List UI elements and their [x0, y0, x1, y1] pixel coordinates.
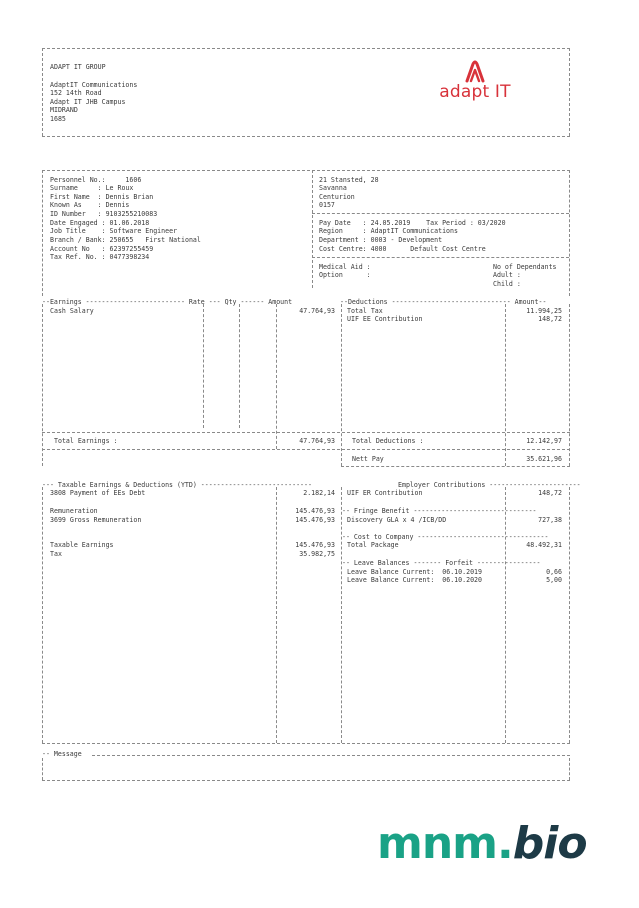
- details-right-rule: [569, 170, 570, 296]
- account-number: Account No : 62397255459: [50, 245, 154, 253]
- earn-amount-rule: [276, 304, 277, 449]
- nett-pay-amount: 35.621,96: [526, 455, 562, 463]
- residence-line: 21 Stansted, 28: [319, 176, 379, 184]
- employer-header: Employer Contributions -----------------------: [398, 481, 581, 489]
- total-deductions-amount: 12.142,97: [526, 437, 562, 445]
- medical-top-rule: [312, 257, 569, 258]
- header-right-rule: [569, 48, 570, 136]
- ytd-header: --- Taxable Earnings & Deductions (YTD) ----------------------------: [42, 481, 312, 489]
- no-of-dependants: No of Dependants: [493, 263, 557, 271]
- id-number: ID Number : 9103255210083: [50, 210, 158, 218]
- ytd-bottom-rule: [42, 743, 570, 744]
- total-earnings-label: Total Earnings :: [54, 437, 118, 445]
- department: Department : 0003 - Development: [319, 236, 443, 244]
- earnings-header: --Earnings ------------------------- Rate --- Qty ------ Amount: [42, 298, 293, 306]
- deduction-amount: 148,72: [538, 315, 562, 323]
- dependants-child: Child :: [493, 280, 521, 288]
- message-header-rule: [92, 755, 570, 756]
- uif-er-amount: 148,72: [538, 489, 562, 497]
- adapt-it-logo-icon: [430, 60, 520, 84]
- branch-bank: Branch / Bank: 250655 First National: [50, 236, 201, 244]
- company-name: AdaptIT Communications: [50, 81, 138, 89]
- earn-left-rule: [42, 304, 43, 466]
- earning-amount: 47.764,93: [299, 307, 335, 315]
- details-left-rule: [42, 170, 43, 296]
- ytd-row-amount: 145.476,93: [295, 507, 335, 515]
- fringe-benefit-header: -- Fringe Benefit -------------------------------: [342, 507, 537, 515]
- residence-line: Savanna: [319, 184, 347, 192]
- message-right-rule: [569, 758, 570, 780]
- totals-top-rule: [42, 432, 570, 433]
- company-group: ADAPT IT GROUP: [50, 63, 106, 71]
- emp-amount-rule: [505, 487, 506, 743]
- nett-pay-label: Nett Pay: [352, 455, 384, 463]
- earn-right-rule: [569, 304, 570, 466]
- watermark-bio: bio: [512, 818, 587, 869]
- region: Region : AdaptIT Communications: [319, 227, 458, 235]
- known-as: Known As : Dennis: [50, 201, 130, 209]
- ytd-row-label: Remuneration: [50, 507, 98, 515]
- cost-to-company-header: -- Cost to Company ---------------------------------: [342, 533, 549, 541]
- surname: Surname : Le Roux: [50, 184, 134, 192]
- date-engaged: Date Engaged : 01.06.2018: [50, 219, 150, 227]
- total-deductions-label: Total Deductions :: [352, 437, 424, 445]
- company-address-line: 152 14th Road: [50, 89, 102, 97]
- residence-line: Centurion: [319, 193, 355, 201]
- earning-label: Cash Salary: [50, 307, 94, 315]
- company-logo: [430, 60, 520, 110]
- message-left-rule: [42, 758, 43, 780]
- ytd-row-label: Taxable Earnings: [50, 541, 114, 549]
- details-top-rule: [42, 170, 570, 171]
- message-header: -- Message: [42, 750, 82, 758]
- leave-balance-label: Leave Balance Current: 06.10.2020: [347, 576, 482, 584]
- pay-date: Pay Date : 24.05.2019 Tax Period : 03/2020: [319, 219, 506, 227]
- ytd-row-amount: 145.476,93: [295, 516, 335, 524]
- cost-centre: Cost Centre: 4000 Default Cost Centre: [319, 245, 486, 253]
- dependants-adult: Adult :: [493, 271, 521, 279]
- company-address-line: Adapt IT JHB Campus: [50, 98, 126, 106]
- job-title: Job Title : Software Engineer: [50, 227, 178, 235]
- leave-balance-label: Leave Balance Current: 06.10.2019: [347, 568, 482, 576]
- message-bottom-rule: [42, 780, 570, 781]
- header-top-rule: [42, 48, 570, 49]
- site-watermark: [377, 818, 587, 869]
- nett-bottom-rule: [341, 466, 570, 467]
- ytd-row-label: 3808 Payment of EEs Debt: [50, 489, 146, 497]
- leave-balance-amount: 5,00: [546, 576, 562, 584]
- medical-option: Option :: [319, 271, 371, 279]
- deductions-header: --Deductions ------------------------------ Amount--: [340, 298, 547, 306]
- leave-balance-amount: 0,66: [546, 568, 562, 576]
- ytd-row-label: Tax: [50, 550, 62, 558]
- header-left-rule: [42, 48, 43, 136]
- total-earnings-amount: 47.764,93: [299, 437, 335, 445]
- watermark-mnm: mnm: [377, 818, 498, 869]
- total-package-amount: 48.492,31: [526, 541, 562, 549]
- ytd-amount-rule: [276, 487, 277, 743]
- fringe-benefit-amount: 727,38: [538, 516, 562, 524]
- ytd-left-rule: [42, 487, 43, 743]
- uif-er-label: UIF ER Contribution: [347, 489, 423, 497]
- tax-reference: Tax Ref. No. : 0477398234: [50, 253, 150, 261]
- ytd-row-amount: 35.982,75: [299, 550, 335, 558]
- medical-aid: Medical Aid :: [319, 263, 371, 271]
- ytd-right-rule: [569, 487, 570, 743]
- residence-line: 0157: [319, 201, 335, 209]
- total-package-label: Total Package: [347, 541, 399, 549]
- leave-balances-header: -- Leave Balances ------- Forfeit ----------------: [342, 559, 541, 567]
- ytd-mid-rule: [341, 487, 342, 743]
- ytd-row-amount: 145.476,93: [295, 541, 335, 549]
- first-name: First Name : Dennis Brian: [50, 193, 154, 201]
- earn-rate-rule: [203, 304, 204, 428]
- details-mid-rule: [312, 170, 313, 288]
- company-address-line: 1685: [50, 115, 66, 123]
- totals-bottom-rule: [42, 449, 570, 450]
- deduction-label: Total Tax: [347, 307, 383, 315]
- deduction-amount: 11.994,25: [526, 307, 562, 315]
- company-address-line: MIDRAND: [50, 106, 78, 114]
- fringe-benefit-label: Discovery GLA x 4 /ICB/DD: [347, 516, 447, 524]
- personnel-number: Personnel No.: 1606: [50, 176, 142, 184]
- ytd-row-amount: 2.182,14: [303, 489, 335, 497]
- earn-qty-rule: [239, 304, 240, 428]
- earn-mid-rule: [341, 304, 342, 466]
- period-top-rule: [312, 213, 569, 214]
- ytd-row-label: 3699 Gross Remuneration: [50, 516, 142, 524]
- logo-wordmark: adapt IT: [439, 82, 511, 102]
- watermark-dot: .: [497, 818, 513, 869]
- deduction-label: UIF EE Contribution: [347, 315, 423, 323]
- header-bottom-rule: [42, 136, 570, 137]
